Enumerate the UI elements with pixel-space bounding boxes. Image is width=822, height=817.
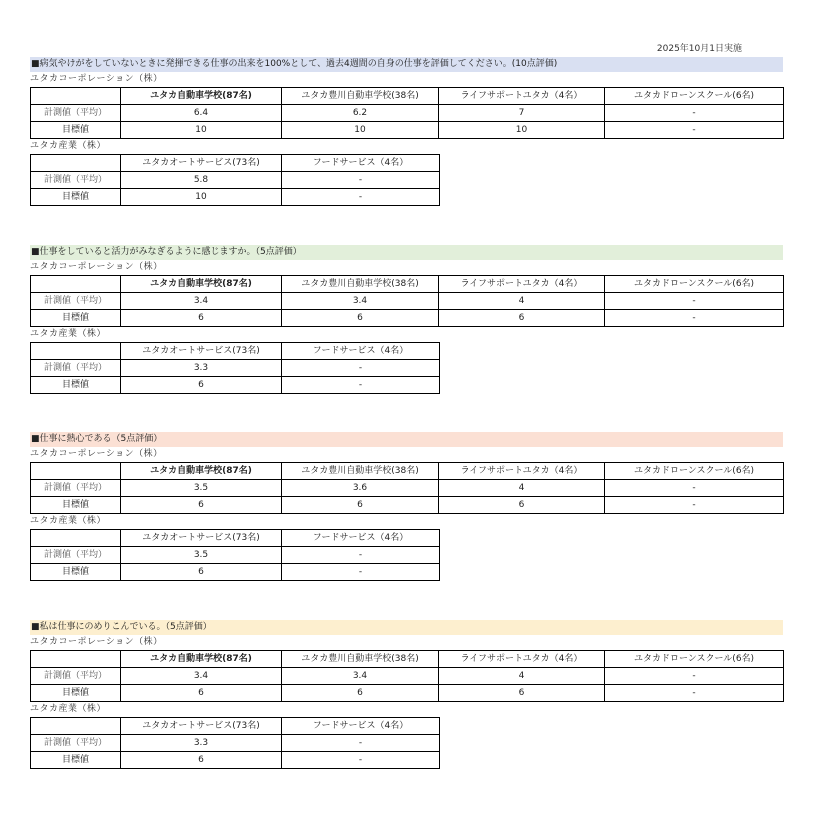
measured-value: 4	[439, 293, 605, 310]
survey-section	[30, 57, 783, 206]
measured-value: 6.2	[282, 105, 439, 122]
measured-value: 3.4	[282, 668, 439, 685]
header-row	[31, 651, 784, 668]
table-row	[31, 189, 440, 206]
column-header: ユタカドローンスクール(6名)	[605, 463, 784, 480]
column-header: ライフサポートユタカ（4名）	[439, 651, 605, 668]
header-row	[31, 276, 784, 293]
row-label: 計測値（平均）	[31, 668, 121, 685]
row-label: 目標値	[31, 752, 121, 769]
target-value: -	[282, 377, 440, 394]
company-label: ユタカコーポレーション（株）	[30, 449, 163, 459]
corner-cell	[31, 530, 121, 547]
table-row	[31, 122, 784, 139]
measured-value: 6.4	[121, 105, 282, 122]
measured-value: 3.4	[121, 293, 282, 310]
target-value: 6	[121, 685, 282, 702]
measured-value: 3.4	[121, 668, 282, 685]
header-row	[31, 463, 784, 480]
company-table	[30, 529, 440, 581]
company-label: ユタカコーポレーション（株）	[30, 74, 163, 84]
column-header: フードサービス（4名）	[282, 343, 440, 360]
company-table	[30, 154, 440, 206]
table-row	[31, 172, 440, 189]
measured-value: -	[605, 105, 784, 122]
table-row	[31, 480, 784, 497]
company-label: ユタカコーポレーション（株）	[30, 262, 163, 272]
column-header: ユタカオートサービス(73名)	[121, 155, 282, 172]
target-value: 10	[282, 122, 439, 139]
company-table	[30, 87, 784, 139]
row-label: 目標値	[31, 122, 121, 139]
company-table	[30, 275, 784, 327]
row-label: 計測値（平均）	[31, 360, 121, 377]
header-row	[31, 718, 440, 735]
measured-value: 4	[439, 668, 605, 685]
corner-cell	[31, 343, 121, 360]
survey-date: 2025年10月1日実施	[656, 44, 742, 54]
company-table	[30, 717, 440, 769]
table-row	[31, 564, 440, 581]
company-label: ユタカ産業（株）	[30, 704, 107, 714]
target-value: 6	[282, 497, 439, 514]
question-banner: ■病気やけがをしていないときに発揮できる仕事の出来を100%として、過去4週間の自身の仕事を評価してください。(10点評価)	[30, 57, 783, 72]
measured-value: 3.6	[282, 480, 439, 497]
measured-value: 3.3	[121, 360, 282, 377]
header-row	[31, 155, 440, 172]
corner-cell	[31, 88, 121, 105]
corner-cell	[31, 463, 121, 480]
table-row	[31, 377, 440, 394]
measured-value: -	[282, 735, 440, 752]
measured-value: -	[605, 293, 784, 310]
target-value: -	[282, 189, 440, 206]
column-header: ライフサポートユタカ（4名）	[439, 276, 605, 293]
corner-cell	[31, 718, 121, 735]
survey-section	[30, 432, 783, 581]
company-table	[30, 462, 784, 514]
column-header: フードサービス（4名）	[282, 530, 440, 547]
measured-value: 7	[439, 105, 605, 122]
target-value: 6	[439, 310, 605, 327]
row-label: 目標値	[31, 310, 121, 327]
company-label: ユタカコーポレーション（株）	[30, 637, 163, 647]
corner-cell	[31, 651, 121, 668]
table-row	[31, 752, 440, 769]
header-row	[31, 343, 440, 360]
column-header: フードサービス（4名）	[282, 155, 440, 172]
measured-value: -	[282, 547, 440, 564]
row-label: 目標値	[31, 497, 121, 514]
row-label: 計測値（平均）	[31, 480, 121, 497]
row-label: 計測値（平均）	[31, 172, 121, 189]
target-value: -	[282, 564, 440, 581]
column-header: ユタカ自動車学校(87名)	[121, 463, 282, 480]
table-row	[31, 547, 440, 564]
target-value: -	[282, 752, 440, 769]
measured-value: 5.8	[121, 172, 282, 189]
company-table	[30, 650, 784, 702]
table-row	[31, 685, 784, 702]
target-value: 6	[282, 685, 439, 702]
target-value: -	[605, 497, 784, 514]
column-header: ユタカ豊川自動車学校(38名)	[282, 463, 439, 480]
row-label: 目標値	[31, 564, 121, 581]
row-label: 計測値（平均）	[31, 547, 121, 564]
table-row	[31, 497, 784, 514]
measured-value: -	[605, 668, 784, 685]
row-label: 目標値	[31, 189, 121, 206]
column-header: ユタカ自動車学校(87名)	[121, 276, 282, 293]
target-value: 6	[439, 497, 605, 514]
corner-cell	[31, 155, 121, 172]
measured-value: 3.5	[121, 480, 282, 497]
target-value: -	[605, 122, 784, 139]
row-label: 目標値	[31, 685, 121, 702]
table-row	[31, 360, 440, 377]
column-header: ライフサポートユタカ（4名）	[439, 88, 605, 105]
measured-value: 3.4	[282, 293, 439, 310]
target-value: 6	[121, 377, 282, 394]
target-value: 6	[282, 310, 439, 327]
column-header: フードサービス（4名）	[282, 718, 440, 735]
target-value: 6	[121, 752, 282, 769]
target-value: 10	[439, 122, 605, 139]
question-banner: ■仕事をしていると活力がみなぎるように感じますか。（5点評価）	[30, 245, 783, 260]
column-header: ユタカ自動車学校(87名)	[121, 651, 282, 668]
column-header: ユタカ自動車学校(87名)	[121, 88, 282, 105]
column-header: ユタカ豊川自動車学校(38名)	[282, 651, 439, 668]
row-label: 計測値（平均）	[31, 735, 121, 752]
survey-section	[30, 620, 783, 769]
measured-value: 4	[439, 480, 605, 497]
target-value: 6	[121, 497, 282, 514]
target-value: -	[605, 685, 784, 702]
row-label: 計測値（平均）	[31, 105, 121, 122]
corner-cell	[31, 276, 121, 293]
column-header: ユタカ豊川自動車学校(38名)	[282, 88, 439, 105]
measured-value: 3.3	[121, 735, 282, 752]
company-label: ユタカ産業（株）	[30, 329, 107, 339]
row-label: 計測値（平均）	[31, 293, 121, 310]
table-row	[31, 105, 784, 122]
column-header: ユタカオートサービス(73名)	[121, 343, 282, 360]
column-header: ライフサポートユタカ（4名）	[439, 463, 605, 480]
column-header: ユタカドローンスクール(6名)	[605, 276, 784, 293]
company-label: ユタカ産業（株）	[30, 141, 107, 151]
measured-value: -	[282, 360, 440, 377]
column-header: ユタカドローンスクール(6名)	[605, 88, 784, 105]
question-banner: ■私は仕事にのめりこんでいる。（5点評価）	[30, 620, 783, 635]
company-table	[30, 342, 440, 394]
target-value: 6	[439, 685, 605, 702]
table-row	[31, 293, 784, 310]
header-row	[31, 88, 784, 105]
table-row	[31, 668, 784, 685]
target-value: -	[605, 310, 784, 327]
company-label: ユタカ産業（株）	[30, 516, 107, 526]
column-header: ユタカオートサービス(73名)	[121, 718, 282, 735]
table-row	[31, 735, 440, 752]
question-banner: ■仕事に熱心である（5点評価）	[30, 432, 783, 447]
measured-value: -	[605, 480, 784, 497]
column-header: ユタカドローンスクール(6名)	[605, 651, 784, 668]
measured-value: 3.5	[121, 547, 282, 564]
column-header: ユタカ豊川自動車学校(38名)	[282, 276, 439, 293]
survey-section	[30, 245, 783, 394]
target-value: 10	[121, 122, 282, 139]
column-header: ユタカオートサービス(73名)	[121, 530, 282, 547]
target-value: 10	[121, 189, 282, 206]
target-value: 6	[121, 310, 282, 327]
row-label: 目標値	[31, 377, 121, 394]
target-value: 6	[121, 564, 282, 581]
measured-value: -	[282, 172, 440, 189]
table-row	[31, 310, 784, 327]
header-row	[31, 530, 440, 547]
